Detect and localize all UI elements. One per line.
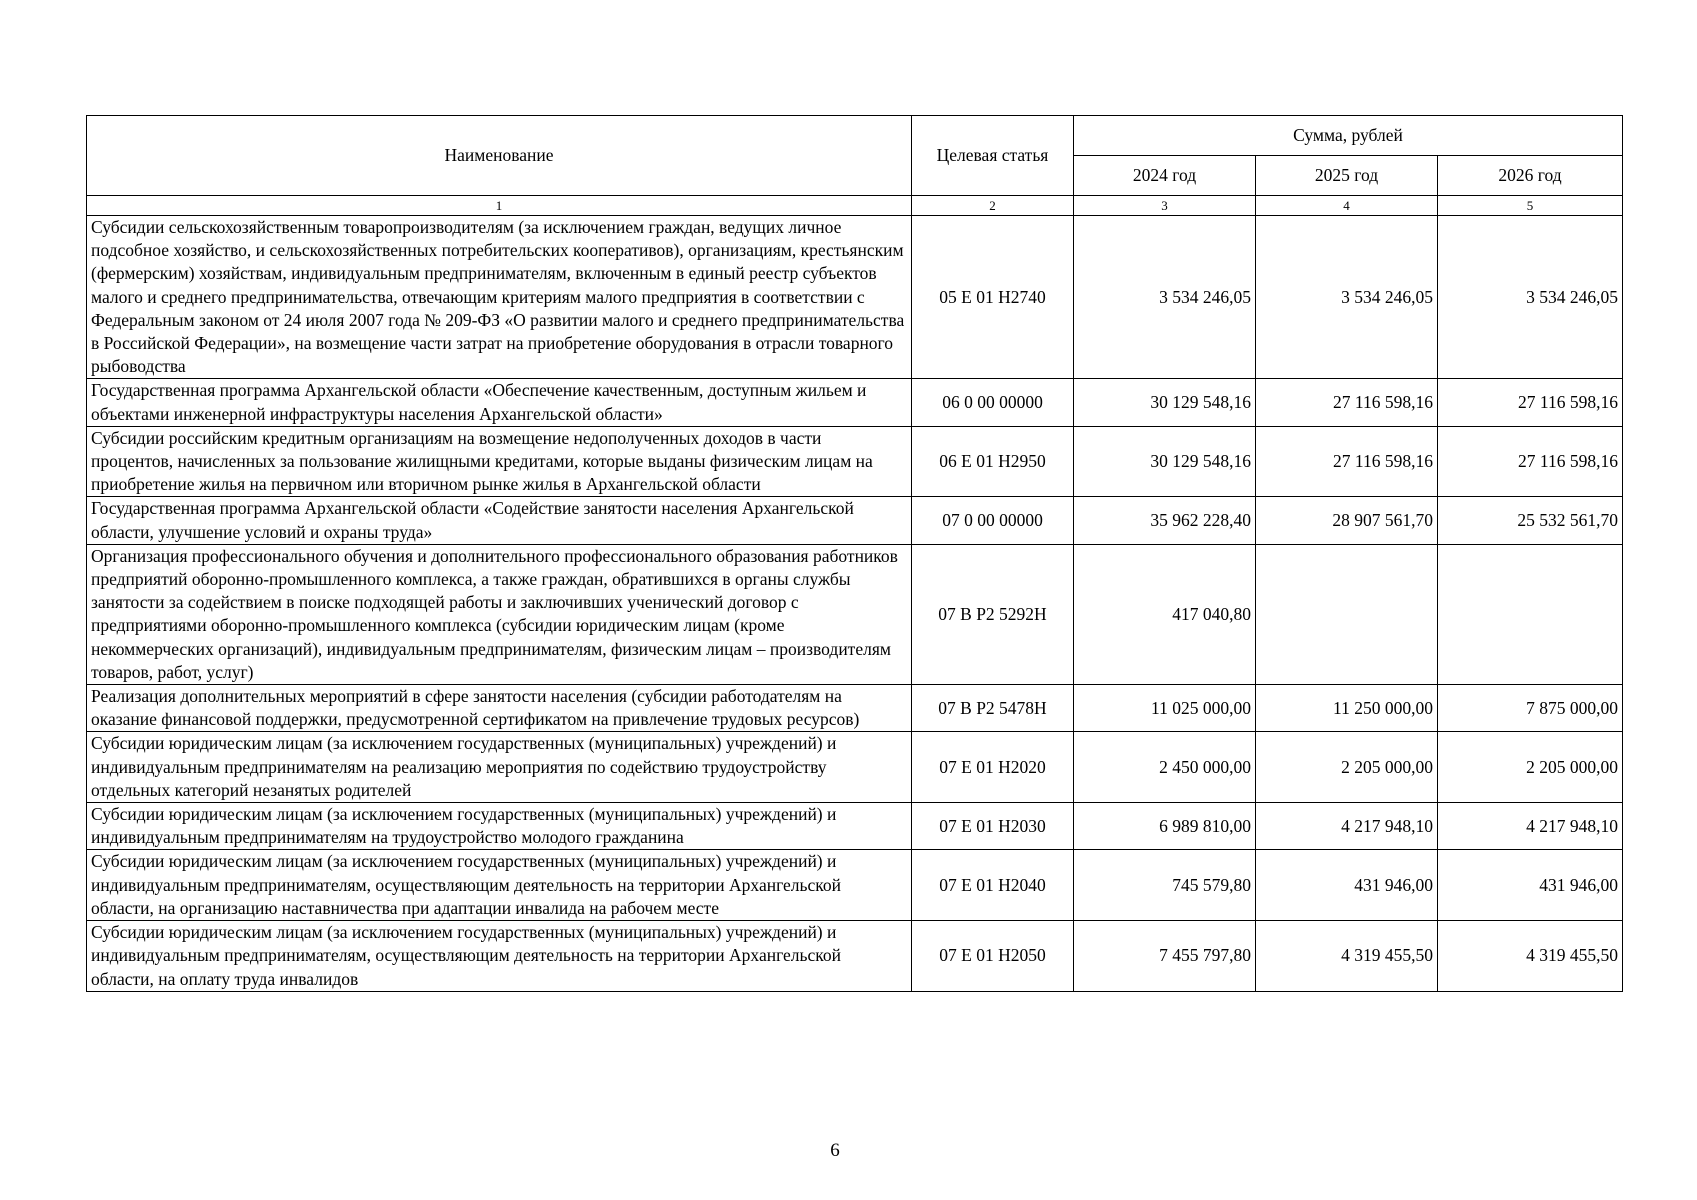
row-amount-2025: [1256, 544, 1438, 684]
row-amount-2024: 30 129 548,16: [1074, 379, 1256, 426]
row-name: Субсидии юридическим лицам (за исключением государственных (муниципальных) учреждений) и индивидуальным предпринимателям, осуществляющим деятельность на территории Архангельской области, на оплату труда инвалидов: [87, 921, 912, 992]
header-code: Целевая статья: [912, 116, 1074, 196]
row-code: 07 Е 01 Н2040: [912, 850, 1074, 921]
row-code: 05 Е 01 Н2740: [912, 216, 1074, 379]
table-row: [87, 426, 1623, 497]
table-row: [87, 216, 1623, 379]
row-amount-2026: 27 116 598,16: [1438, 379, 1623, 426]
row-amount-2025: 3 534 246,05: [1256, 216, 1438, 379]
column-number: 3: [1074, 196, 1256, 216]
row-amount-2024: 745 579,80: [1074, 850, 1256, 921]
header-year-2024: 2024 год: [1074, 156, 1256, 196]
header-year-2026: 2026 год: [1438, 156, 1623, 196]
row-amount-2025: 27 116 598,16: [1256, 426, 1438, 497]
row-name: Государственная программа Архангельской области «Содействие занятости населения Архангельской области, улучшение условий и охраны труда»: [87, 497, 912, 544]
row-code: 07 Е 01 Н2030: [912, 803, 1074, 850]
row-code: 07 Е 01 Н2050: [912, 921, 1074, 992]
column-number-row: [87, 196, 1623, 216]
table-row: [87, 803, 1623, 850]
row-amount-2026: 27 116 598,16: [1438, 426, 1623, 497]
table-row: [87, 497, 1623, 544]
table-row: [87, 685, 1623, 732]
row-name: Субсидии юридическим лицам (за исключением государственных (муниципальных) учреждений) и индивидуальным предпринимателям на трудоустройство молодого гражданина: [87, 803, 912, 850]
row-amount-2026: 4 319 455,50: [1438, 921, 1623, 992]
row-amount-2026: 3 534 246,05: [1438, 216, 1623, 379]
row-code: 06 0 00 00000: [912, 379, 1074, 426]
row-name: Реализация дополнительных мероприятий в сфере занятости населения (субсидии работодателям на оказание финансовой поддержки, предусмотренной сертификатом на привлечение трудовых ресурсов): [87, 685, 912, 732]
row-name: Организация профессионального обучения и дополнительного профессионального образования работников предприятий оборонно-промышленного комплекса, а также граждан, обратившихся в органы службы занятости за содействием в поиске подходящей работы и заключивших ученический договор с предприятиями оборонно-промышленного комплекса (субсидии юридическим лицам (кроме некоммерческих организаций), индивидуальным предпринимателям, физическим лицам – производителям товаров, работ, услуг): [87, 544, 912, 684]
row-name: Субсидии сельскохозяйственным товаропроизводителям (за исключением граждан, ведущих личное подсобное хозяйство, и сельскохозяйственных потребительских кооперативов), организациям, крестьянским (фермерским) хозяйствам, индивидуальным предпринимателям, включенным в единый реестр субъектов малого и среднего предпринимательства, отвечающим критериям малого предприятия в соответствии с Федеральным законом от 24 июля 2007 года № 209-ФЗ «О развитии малого и среднего предпринимательства в Российской Федерации», на возмещение части затрат на приобретение оборудования в отрасли товарного рыбоводства: [87, 216, 912, 379]
column-number: 2: [912, 196, 1074, 216]
row-amount-2026: 25 532 561,70: [1438, 497, 1623, 544]
header-sum: Сумма, рублей: [1074, 116, 1623, 156]
table-row: [87, 379, 1623, 426]
row-amount-2025: 28 907 561,70: [1256, 497, 1438, 544]
table-body: [87, 216, 1623, 992]
table-row: [87, 850, 1623, 921]
row-code: 07 В Р2 5478Н: [912, 685, 1074, 732]
row-amount-2026: [1438, 544, 1623, 684]
page-number: 6: [830, 1140, 840, 1161]
row-amount-2024: 417 040,80: [1074, 544, 1256, 684]
row-amount-2025: 4 217 948,10: [1256, 803, 1438, 850]
table-row: [87, 732, 1623, 803]
row-name: Субсидии юридическим лицам (за исключением государственных (муниципальных) учреждений) и индивидуальным предпринимателям, осуществляющим деятельность на территории Архангельской области, на организацию наставничества при адаптации инвалида на рабочем месте: [87, 850, 912, 921]
row-code: 07 В Р2 5292Н: [912, 544, 1074, 684]
row-amount-2024: 30 129 548,16: [1074, 426, 1256, 497]
row-amount-2024: 6 989 810,00: [1074, 803, 1256, 850]
table-row: [87, 544, 1623, 684]
row-amount-2025: 2 205 000,00: [1256, 732, 1438, 803]
budget-table: [86, 115, 1623, 992]
column-number: 1: [87, 196, 912, 216]
row-code: 07 0 00 00000: [912, 497, 1074, 544]
header-name: Наименование: [87, 116, 912, 196]
row-amount-2025: 27 116 598,16: [1256, 379, 1438, 426]
row-amount-2024: 2 450 000,00: [1074, 732, 1256, 803]
row-code: 07 Е 01 Н2020: [912, 732, 1074, 803]
row-amount-2026: 431 946,00: [1438, 850, 1623, 921]
column-number: 4: [1256, 196, 1438, 216]
row-code: 06 Е 01 Н2950: [912, 426, 1074, 497]
header-year-2025: 2025 год: [1256, 156, 1438, 196]
row-amount-2025: 431 946,00: [1256, 850, 1438, 921]
row-name: Субсидии юридическим лицам (за исключением государственных (муниципальных) учреждений) и индивидуальным предпринимателям на реализацию мероприятия по содействию трудоустройству отдельных категорий незанятых родителей: [87, 732, 912, 803]
row-amount-2024: 7 455 797,80: [1074, 921, 1256, 992]
row-amount-2026: 4 217 948,10: [1438, 803, 1623, 850]
row-amount-2025: 11 250 000,00: [1256, 685, 1438, 732]
row-name: Государственная программа Архангельской области «Обеспечение качественным, доступным жильем и объектами инженерной инфраструктуры населения Архангельской области»: [87, 379, 912, 426]
row-amount-2024: 3 534 246,05: [1074, 216, 1256, 379]
row-name: Субсидии российским кредитным организациям на возмещение недополученных доходов в части процентов, начисленных за пользование жилищными кредитами, которые выданы физическим лицам на приобретение жилья на первичном или вторичном рынке жилья в Архангельской области: [87, 426, 912, 497]
row-amount-2026: 7 875 000,00: [1438, 685, 1623, 732]
row-amount-2024: 11 025 000,00: [1074, 685, 1256, 732]
row-amount-2026: 2 205 000,00: [1438, 732, 1623, 803]
row-amount-2024: 35 962 228,40: [1074, 497, 1256, 544]
table-row: [87, 921, 1623, 992]
row-amount-2025: 4 319 455,50: [1256, 921, 1438, 992]
column-number: 5: [1438, 196, 1623, 216]
